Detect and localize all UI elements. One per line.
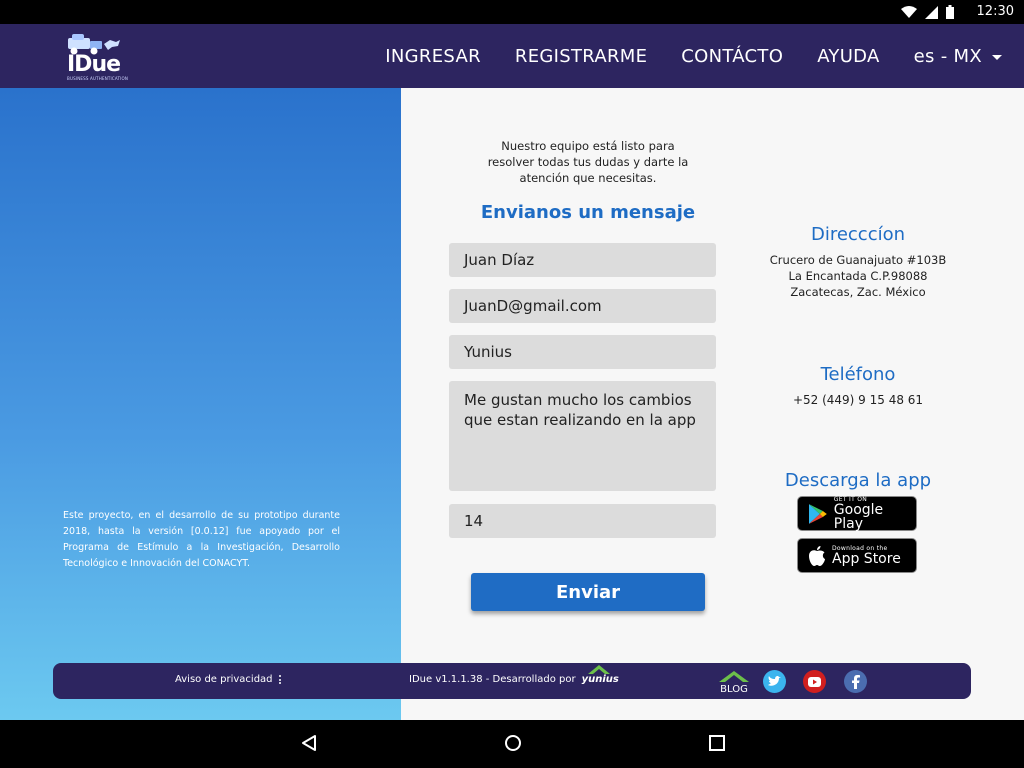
contact-intro: Nuestro equipo está listo para resolver todas tus dudas y darte la atención que necesitas. [487,139,689,185]
chevron-down-icon [992,55,1002,60]
footer-bar [53,663,971,699]
blog-link[interactable] [718,667,750,695]
facebook-icon [852,675,860,689]
battery-icon [946,5,954,19]
phone-title: Teléfono [820,364,896,385]
app-store-big: App Store [832,550,901,567]
home-icon[interactable] [504,734,522,752]
captcha-field[interactable]: 14 [449,504,716,538]
phone-number[interactable]: +52 (449) 9 15 48 61 [792,393,924,407]
left-banner [0,88,401,720]
send-button[interactable]: Enviar [471,573,705,611]
yunius-roof-icon [588,665,610,674]
address-title: Direcccíon [810,224,906,245]
nav-links [385,24,1002,88]
yunius-logo[interactable] [582,674,619,685]
google-play-small: GET IT ON [833,495,868,503]
language-label: es - MX [913,45,982,67]
blog-label: BLOG [720,684,748,695]
address-lines [755,252,961,300]
conacyt-note: Este proyecto, en el desarrollo de su prototipo durante 2018, hasta la versión [0.0.12] fue apoyado por el Programa de Estímulo a la Investigación, Desarrollo Tecnológico e Innovación del CONACYT. [63,510,340,569]
youtube-icon [808,677,821,687]
system-navigation-bar [0,720,1024,768]
status-time: 12:30 [976,4,1014,19]
idue-logo[interactable] [62,30,129,82]
twitter-button[interactable] [763,670,786,693]
apple-icon [808,545,826,567]
form-title: Envianos un mensaje [480,202,696,223]
recents-icon[interactable] [708,734,726,752]
back-icon[interactable] [300,734,318,752]
twitter-icon [768,676,781,687]
company-field[interactable]: Yunius [449,335,716,369]
google-play-big: Google Play [833,501,884,532]
blog-roof-icon [719,671,749,682]
signal-icon [925,6,938,19]
logo-text: IDue [67,52,121,77]
top-navigation [0,24,1024,88]
nav-ingresar[interactable]: INGRESAR [385,45,481,67]
download-app-title: Descarga la app [784,470,932,491]
yunius-text: yunius [581,674,619,685]
wifi-icon [901,6,917,19]
app-store-button[interactable] [797,538,917,573]
facebook-button[interactable] [844,670,867,693]
email-field[interactable]: JuanD@gmail.com [449,289,716,323]
privacy-link[interactable] [175,674,281,685]
google-play-button[interactable] [797,496,917,531]
address-line: La Encantada C.P.98088 [788,269,928,283]
more-vert-icon [279,675,281,684]
address-line: Crucero de Guanajuato #103B [769,253,947,267]
status-icons [901,5,954,19]
address-line: Zacatecas, Zac. México [790,285,926,299]
language-selector[interactable] [914,46,1002,67]
nav-ayuda[interactable]: AYUDA [817,45,880,67]
app-store-small: Download on the [832,544,888,552]
privacy-label: Aviso de privacidad [175,674,273,685]
google-play-icon [808,503,828,525]
nav-registrarme[interactable]: REGISTRARME [514,45,648,67]
youtube-button[interactable] [803,670,826,693]
message-field[interactable]: Me gustan mucho los cambios que estan realizando en la app [449,381,716,491]
status-bar [0,0,1024,24]
logo-subtitle: BUSINESS AUTHENTICATION [67,76,129,81]
version-info [409,674,619,685]
version-label: IDue v1.1.1.38 - Desarrollado por [409,674,576,685]
nav-contacto[interactable]: CONTÁCTO [681,45,784,67]
name-field[interactable]: Juan Díaz [449,243,716,277]
